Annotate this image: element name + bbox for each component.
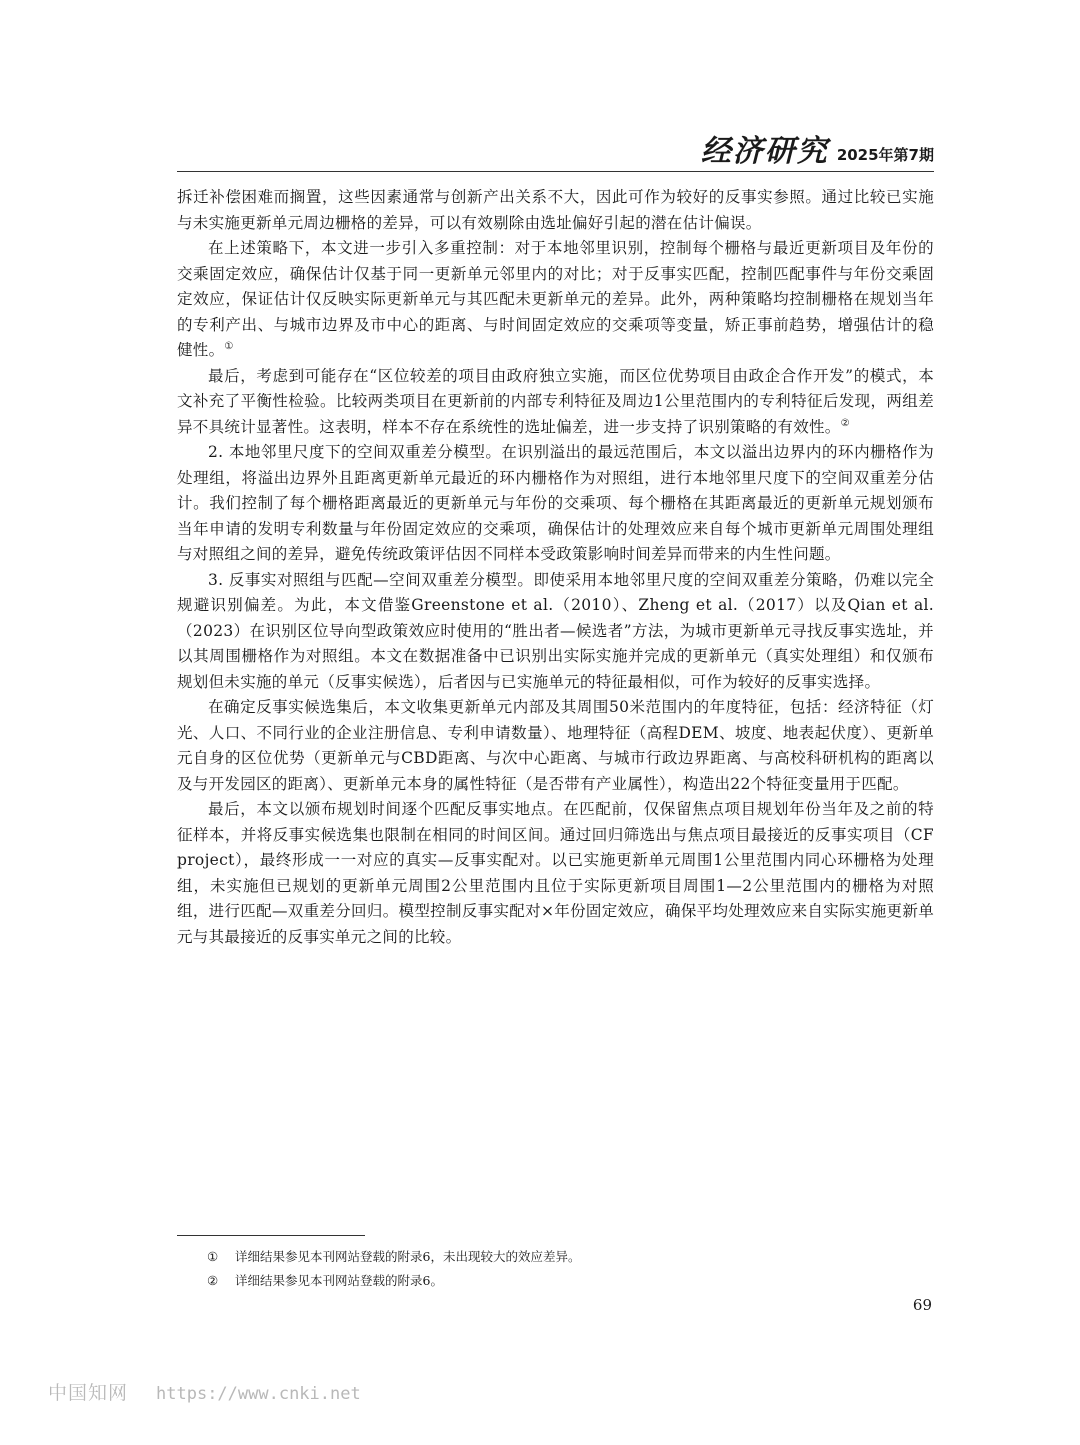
paragraph-5: 3. 反事实对照组与匹配—空间双重差分模型。即使采用本地邻里尺度的空间双重差分策略，仍难以完全规避识别偏差。为此，本文借鉴Greenstone et al.（2010）、Zheng et al.（2017）以及Qian et al.（2023）在识别区位导向型政策效应时使用的“胜出者—候选者”方法，为城市更新单元寻找反事实选址，并以其周围栅格作为对照组。本文在数据准备中已识别出实际实施并完成的更新单元（真实处理组）和仅颁布规划但未实施的单元（反事实候选），后者因与已实施单元的特征最相似，可作为较好的反事实选择。 [177,570,934,691]
paragraph-1: 拆迁补偿困难而搁置，这些因素通常与创新产出关系不大，因此可作为较好的反事实参照。通过比较已实施与未实施更新单元周边栅格的差异，可以有效剔除由选址偏好引起的潜在估计偏误。 [177,188,934,232]
watermark-url[interactable]: https://www.cnki.net [156,1384,361,1404]
footnote-text: 详细结果参见本刊网站登载的附录6。 [235,1273,443,1288]
footnote-ref-1[interactable]: ① [224,340,234,352]
paragraph-2: 在上述策略下，本文进一步引入多重控制：对于本地邻里识别，控制每个栅格与最近更新项目及年份的交乘固定效应，确保估计仅基于同一更新单元邻里内的对比；对于反事实匹配，控制匹配事件与年份交乘固定效应，保证估计仅反映实际更新单元与其匹配未更新单元的差异。此外，两种策略均控制栅格在规划当年的专利产出、与城市边界及市中心的距离、与时间固定效应的交乘项等变量，矫正事前趋势，增强估计的稳健性。① [177,239,934,359]
footnote-1 [207,1245,927,1269]
paragraph-3: 最后，考虑到可能存在“区位较差的项目由政府独立实施，而区位优势项目由政企合作开发”的模式，本文补充了平衡性检验。比较两类项目在更新前的内部专利特征及周边1公里范围内的专利特征后发现，两组差异不具统计显著性。这表明，样本不存在系统性的选址偏差，进一步支持了识别策略的有效性。② [177,366,934,436]
watermark-brand: 中国知网 [48,1382,129,1404]
watermark [48,1378,361,1405]
journal-logo: 经济研究 [700,134,829,169]
paragraph-4: 2. 本地邻里尺度下的空间双重差分模型。在识别溢出的最远范围后，本文以溢出边界内的环内栅格作为处理组，将溢出边界外且距离更新单元最近的环内栅格作为对照组，进行本地邻里尺度下的空间双重差分估计。我们控制了每个栅格距离最近的更新单元与年份的交乘项、每个栅格在其距离最近的更新单元规划颁布当年申请的发明专利数量与年份固定效应的交乘项，确保估计的处理效应来自每个城市更新单元周围处理组与对照组之间的差异，避免传统政策评估因不同样本受政策影响时间差异而带来的内生性问题。 [177,443,934,563]
body-text [177,185,934,950]
issue-label: 2025年第7期 [836,146,934,164]
footnotes [207,1245,927,1293]
footnote-divider [177,1235,365,1236]
footnote-mark: ② [207,1273,219,1288]
footnote-mark: ① [207,1249,219,1264]
paragraph-6: 在确定反事实候选集后，本文收集更新单元内部及其周围50米范围内的年度特征，包括：经济特征（灯光、人口、不同行业的企业注册信息、专利申请数量）、地理特征（高程DEM、坡度、地表起伏度）、更新单元自身的区位优势（更新单元与CBD距离、与次中心距离、与城市行政边界距离、与高校科研机构的距离以及与开发园区的距离）、更新单元本身的属性特征（是否带有产业属性），构造出22个特征变量用于匹配。 [177,698,934,793]
footnote-2 [207,1269,927,1293]
page-number: 69 [912,1296,932,1314]
footnote-ref-2[interactable]: ② [840,417,850,429]
paragraph-7: 最后，本文以颁布规划时间逐个匹配反事实地点。在匹配前，仅保留焦点项目规划年份当年及之前的特征样本，并将反事实候选集也限制在相同的时间区间。通过回归筛选出与焦点项目最接近的反事实项目（CF project），最终形成一一对应的真实—反事实配对。以已实施更新单元周围1公里范围内同心环栅格为处理组，未实施但已规划的更新单元周围2公里范围内且位于实际更新项目周围1—2公里范围内的栅格为对照组，进行匹配—双重差分回归。模型控制反事实配对×年份固定效应，确保平均处理效应来自实际实施更新单元与其最接近的反事实单元之间的比较。 [177,800,934,946]
footnote-text: 详细结果参见本刊网站登载的附录6，未出现较大的效应差异。 [235,1249,581,1264]
running-header [177,136,934,172]
